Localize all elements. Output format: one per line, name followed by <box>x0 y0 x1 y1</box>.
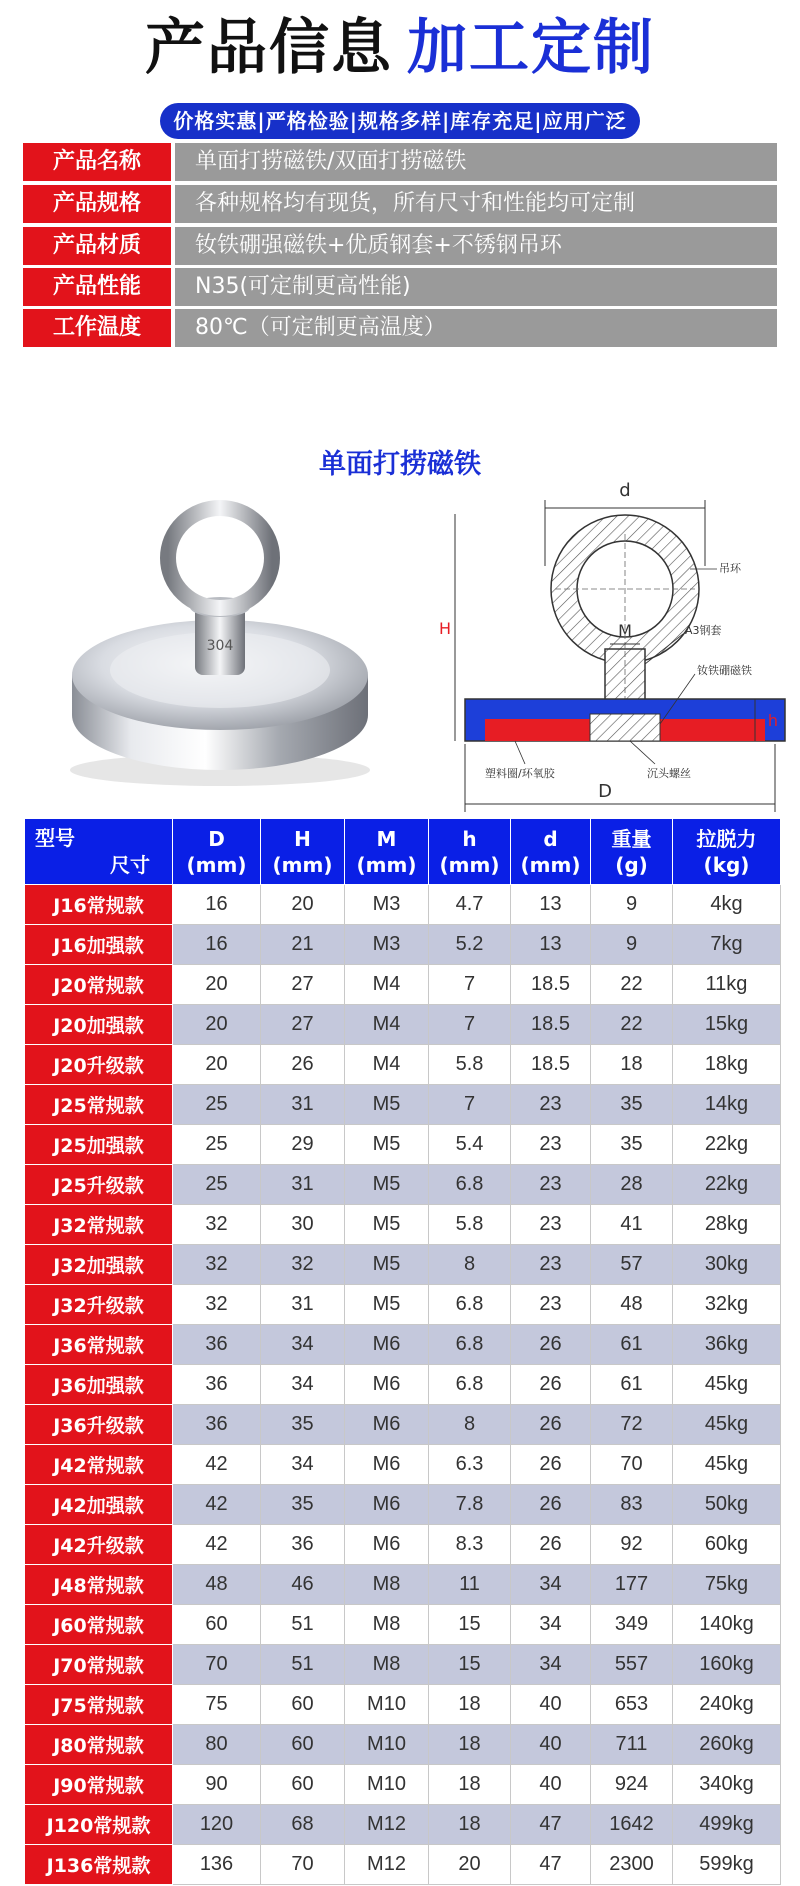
value-cell: 25 <box>173 1165 261 1205</box>
table-row <box>25 1805 781 1845</box>
model-cell: J90常规款 <box>25 1765 173 1805</box>
value-cell: 6.8 <box>429 1325 511 1365</box>
value-cell: 41 <box>591 1205 673 1245</box>
table-row <box>25 1285 781 1325</box>
title-custom: 加工定制 <box>407 13 655 83</box>
value-cell: M6 <box>345 1365 429 1405</box>
info-label: 产品规格 <box>23 185 171 223</box>
value-cell: 20 <box>429 1845 511 1885</box>
column-header-name: d <box>543 826 558 851</box>
value-cell: 136 <box>173 1845 261 1885</box>
callout-steel: A3钢套 <box>685 624 722 637</box>
model-cell: J32加强款 <box>25 1245 173 1285</box>
value-cell: 5.4 <box>429 1125 511 1165</box>
info-row <box>23 185 777 223</box>
value-cell: 5.2 <box>429 925 511 965</box>
value-cell: 34 <box>511 1605 591 1645</box>
table-row <box>25 1125 781 1165</box>
value-cell: M6 <box>345 1525 429 1565</box>
value-cell: 6.8 <box>429 1165 511 1205</box>
value-cell: 8 <box>429 1405 511 1445</box>
value-cell: M4 <box>345 1005 429 1045</box>
value-cell: 26 <box>261 1045 345 1085</box>
column-header-name: 拉脱力 <box>696 826 757 851</box>
value-cell: 28kg <box>673 1205 781 1245</box>
value-cell: 61 <box>591 1325 673 1365</box>
info-label: 产品性能 <box>23 268 171 306</box>
label-d-bottom: D <box>598 781 612 802</box>
value-cell: 48 <box>173 1565 261 1605</box>
table-row <box>25 1205 781 1245</box>
title-product-info: 产品信息 <box>145 13 393 83</box>
value-cell: 26 <box>511 1365 591 1405</box>
value-cell: 499kg <box>673 1805 781 1845</box>
value-cell: 18 <box>429 1725 511 1765</box>
value-cell: 8.3 <box>429 1525 511 1565</box>
model-cell: J36常规款 <box>25 1325 173 1365</box>
value-cell: 48 <box>591 1285 673 1325</box>
column-header-name: H <box>294 826 311 851</box>
column-header <box>511 819 591 885</box>
value-cell: 18.5 <box>511 965 591 1005</box>
table-row <box>25 1245 781 1285</box>
value-cell: 36kg <box>673 1325 781 1365</box>
value-cell: M8 <box>345 1605 429 1645</box>
table-row <box>25 965 781 1005</box>
value-cell: 924 <box>591 1765 673 1805</box>
value-cell: 9 <box>591 885 673 925</box>
value-cell: 22 <box>591 1005 673 1045</box>
info-label: 产品名称 <box>23 143 171 181</box>
model-cell: J80常规款 <box>25 1725 173 1765</box>
column-header <box>591 819 673 885</box>
stamp-text: 304 <box>206 638 234 654</box>
column-header-unit: (mm) <box>356 852 417 877</box>
model-cell: J32常规款 <box>25 1205 173 1245</box>
value-cell: 18 <box>591 1045 673 1085</box>
value-cell: M5 <box>345 1285 429 1325</box>
value-cell: 18.5 <box>511 1045 591 1085</box>
info-label: 工作温度 <box>23 309 171 347</box>
value-cell: 26 <box>511 1525 591 1565</box>
column-header <box>673 819 781 885</box>
value-cell: 20 <box>173 1005 261 1045</box>
value-cell: M8 <box>345 1645 429 1685</box>
value-cell: M6 <box>345 1405 429 1445</box>
info-row <box>23 227 777 265</box>
table-row <box>25 1405 781 1445</box>
value-cell: 21 <box>261 925 345 965</box>
value-cell: 75 <box>173 1685 261 1725</box>
table-row <box>25 925 781 965</box>
value-cell: 40 <box>511 1765 591 1805</box>
value-cell: 4kg <box>673 885 781 925</box>
table-row <box>25 1765 781 1805</box>
value-cell: 22kg <box>673 1125 781 1165</box>
column-header-unit: (kg) <box>703 852 750 877</box>
model-cell: J16加强款 <box>25 925 173 965</box>
table-row <box>25 1845 781 1885</box>
model-cell: J25常规款 <box>25 1085 173 1125</box>
value-cell: M4 <box>345 1045 429 1085</box>
model-cell: J42加强款 <box>25 1485 173 1525</box>
value-cell: 36 <box>261 1525 345 1565</box>
value-cell: 51 <box>261 1605 345 1645</box>
value-cell: 60 <box>261 1685 345 1725</box>
value-cell: 27 <box>261 1005 345 1045</box>
value-cell: 26 <box>511 1445 591 1485</box>
value-cell: 34 <box>261 1445 345 1485</box>
value-cell: 60 <box>261 1725 345 1765</box>
model-cell: J20常规款 <box>25 965 173 1005</box>
table-header-row <box>25 819 781 885</box>
column-header-name: D <box>208 826 225 851</box>
value-cell: 18 <box>429 1805 511 1845</box>
value-cell: 120 <box>173 1805 261 1845</box>
page-title <box>0 12 800 84</box>
table-row <box>25 1045 781 1085</box>
column-header-unit: (mm) <box>272 852 333 877</box>
value-cell: 32 <box>173 1205 261 1245</box>
value-cell: 6.8 <box>429 1285 511 1325</box>
value-cell: M3 <box>345 885 429 925</box>
value-cell: 92 <box>591 1525 673 1565</box>
value-cell: M5 <box>345 1205 429 1245</box>
dimension-diagram <box>438 474 785 814</box>
spec-table <box>24 818 781 1885</box>
value-cell: 50kg <box>673 1485 781 1525</box>
model-cell: J136常规款 <box>25 1845 173 1885</box>
value-cell: 32 <box>173 1285 261 1325</box>
value-cell: 42 <box>173 1525 261 1565</box>
value-cell: 7.8 <box>429 1485 511 1525</box>
table-row <box>25 1365 781 1405</box>
value-cell: 36 <box>173 1365 261 1405</box>
value-cell: 70 <box>173 1645 261 1685</box>
value-cell: 35 <box>591 1125 673 1165</box>
value-cell: 26 <box>511 1485 591 1525</box>
value-cell: 557 <box>591 1645 673 1685</box>
value-cell: 30 <box>261 1205 345 1245</box>
corner-size-label: 尺寸 <box>110 853 150 877</box>
info-row <box>23 309 777 347</box>
value-cell: M10 <box>345 1685 429 1725</box>
value-cell: M5 <box>345 1165 429 1205</box>
value-cell: 20 <box>261 885 345 925</box>
model-cell: J20加强款 <box>25 1005 173 1045</box>
table-row <box>25 1605 781 1645</box>
value-cell: 16 <box>173 925 261 965</box>
value-cell: M10 <box>345 1725 429 1765</box>
value-cell: 6.3 <box>429 1445 511 1485</box>
value-cell: 7 <box>429 965 511 1005</box>
value-cell: 60 <box>173 1605 261 1645</box>
value-cell: 25 <box>173 1085 261 1125</box>
model-cell: J42常规款 <box>25 1445 173 1485</box>
value-cell: 40 <box>511 1685 591 1725</box>
value-cell: M6 <box>345 1445 429 1485</box>
value-cell: M5 <box>345 1245 429 1285</box>
column-header <box>173 819 261 885</box>
table-row <box>25 1325 781 1365</box>
value-cell: 160kg <box>673 1645 781 1685</box>
info-value: 钕铁硼强磁铁+优质钢套+不锈钢吊环 <box>175 227 777 265</box>
model-cell: J70常规款 <box>25 1645 173 1685</box>
value-cell: 6.8 <box>429 1365 511 1405</box>
model-cell: J42升级款 <box>25 1525 173 1565</box>
table-row <box>25 1685 781 1725</box>
value-cell: 4.7 <box>429 885 511 925</box>
value-cell: 46 <box>261 1565 345 1605</box>
value-cell: 15 <box>429 1645 511 1685</box>
value-cell: 34 <box>511 1645 591 1685</box>
table-row <box>25 885 781 925</box>
value-cell: 20 <box>173 965 261 1005</box>
value-cell: 60 <box>261 1765 345 1805</box>
value-cell: M3 <box>345 925 429 965</box>
value-cell: 34 <box>511 1565 591 1605</box>
value-cell: 35 <box>591 1085 673 1125</box>
value-cell: M5 <box>345 1085 429 1125</box>
model-cell: J25升级款 <box>25 1165 173 1205</box>
value-cell: 27 <box>261 965 345 1005</box>
model-cell: J60常规款 <box>25 1605 173 1645</box>
value-cell: 23 <box>511 1285 591 1325</box>
corner-model-label: 型号 <box>35 826 75 850</box>
value-cell: 70 <box>261 1845 345 1885</box>
table-body <box>25 885 781 1885</box>
value-cell: 5.8 <box>429 1205 511 1245</box>
model-cell: J16常规款 <box>25 885 173 925</box>
info-value: 单面打捞磁铁/双面打捞磁铁 <box>175 143 777 181</box>
value-cell: 29 <box>261 1125 345 1165</box>
value-cell: 90 <box>173 1765 261 1805</box>
value-cell: 34 <box>261 1365 345 1405</box>
value-cell: M5 <box>345 1125 429 1165</box>
callout-plastic: 塑料圈/环氧胶 <box>485 767 555 780</box>
value-cell: 340kg <box>673 1765 781 1805</box>
value-cell: 45kg <box>673 1365 781 1405</box>
value-cell: 13 <box>511 885 591 925</box>
column-header-name: h <box>462 826 477 851</box>
column-header <box>429 819 511 885</box>
column-header-unit: (mm) <box>439 852 500 877</box>
value-cell: 35 <box>261 1485 345 1525</box>
value-cell: 36 <box>173 1405 261 1445</box>
value-cell: 45kg <box>673 1445 781 1485</box>
table-row <box>25 1005 781 1045</box>
value-cell: 7 <box>429 1085 511 1125</box>
value-cell: 30kg <box>673 1245 781 1285</box>
value-cell: 8 <box>429 1245 511 1285</box>
value-cell: 23 <box>511 1205 591 1245</box>
value-cell: 32 <box>173 1245 261 1285</box>
value-cell: 61 <box>591 1365 673 1405</box>
value-cell: 11kg <box>673 965 781 1005</box>
value-cell: 80 <box>173 1725 261 1765</box>
table-row <box>25 1165 781 1205</box>
column-header-unit: (mm) <box>520 852 581 877</box>
value-cell: 35 <box>261 1405 345 1445</box>
value-cell: 20 <box>173 1045 261 1085</box>
value-cell: 18 <box>429 1685 511 1725</box>
value-cell: 23 <box>511 1245 591 1285</box>
value-cell: M12 <box>345 1845 429 1885</box>
value-cell: 42 <box>173 1485 261 1525</box>
column-header-unit: (g) <box>615 852 648 877</box>
table-row <box>25 1485 781 1525</box>
value-cell: 72 <box>591 1405 673 1445</box>
header-corner <box>25 819 173 885</box>
value-cell: 68 <box>261 1805 345 1845</box>
value-cell: 31 <box>261 1285 345 1325</box>
value-cell: 40 <box>511 1725 591 1765</box>
value-cell: 9 <box>591 925 673 965</box>
value-cell: 13 <box>511 925 591 965</box>
feature-banner: 价格实惠|严格检验|规格多样|库存充足|应用广泛 <box>160 103 640 139</box>
value-cell: 25 <box>173 1125 261 1165</box>
value-cell: 349 <box>591 1605 673 1645</box>
product-photo <box>60 500 380 790</box>
callout-ring: 吊环 <box>719 562 741 575</box>
value-cell: 7kg <box>673 925 781 965</box>
value-cell: M10 <box>345 1765 429 1805</box>
callout-screw: 沉头螺丝 <box>647 767 691 780</box>
model-cell: J20升级款 <box>25 1045 173 1085</box>
value-cell: 83 <box>591 1485 673 1525</box>
value-cell: 34 <box>261 1325 345 1365</box>
value-cell: 18 <box>429 1765 511 1805</box>
value-cell: 18kg <box>673 1045 781 1085</box>
value-cell: 1642 <box>591 1805 673 1845</box>
value-cell: 31 <box>261 1085 345 1125</box>
value-cell: 47 <box>511 1845 591 1885</box>
value-cell: 51 <box>261 1645 345 1685</box>
value-cell: 240kg <box>673 1685 781 1725</box>
value-cell: 18.5 <box>511 1005 591 1045</box>
column-header-name: 重量 <box>611 826 652 851</box>
model-cell: J36升级款 <box>25 1405 173 1445</box>
label-h-upper: H <box>438 619 452 638</box>
value-cell: 5.8 <box>429 1045 511 1085</box>
value-cell: 14kg <box>673 1085 781 1125</box>
value-cell: 45kg <box>673 1405 781 1445</box>
value-cell: 26 <box>511 1405 591 1445</box>
value-cell: M8 <box>345 1565 429 1605</box>
callout-magnet: 钕铁硼磁铁 <box>697 664 752 677</box>
value-cell: 15 <box>429 1605 511 1645</box>
value-cell: 2300 <box>591 1845 673 1885</box>
value-cell: 22 <box>591 965 673 1005</box>
value-cell: 653 <box>591 1685 673 1725</box>
model-cell: J48常规款 <box>25 1565 173 1605</box>
table-row <box>25 1645 781 1685</box>
value-cell: M6 <box>345 1325 429 1365</box>
value-cell: 26 <box>511 1325 591 1365</box>
column-header-unit: (mm) <box>186 852 247 877</box>
value-cell: M6 <box>345 1485 429 1525</box>
model-cell: J25加强款 <box>25 1125 173 1165</box>
table-row <box>25 1725 781 1765</box>
value-cell: M4 <box>345 965 429 1005</box>
info-row <box>23 143 777 181</box>
info-value: 80℃（可定制更高温度） <box>175 309 777 347</box>
value-cell: 599kg <box>673 1845 781 1885</box>
table-row <box>25 1085 781 1125</box>
value-cell: 28 <box>591 1165 673 1205</box>
value-cell: 42 <box>173 1445 261 1485</box>
table-row <box>25 1525 781 1565</box>
value-cell: 60kg <box>673 1525 781 1565</box>
label-h-lower: h <box>767 711 779 730</box>
table-row <box>25 1445 781 1485</box>
value-cell: 36 <box>173 1325 261 1365</box>
value-cell: 7 <box>429 1005 511 1045</box>
value-cell: 23 <box>511 1085 591 1125</box>
value-cell: 140kg <box>673 1605 781 1645</box>
value-cell: 57 <box>591 1245 673 1285</box>
value-cell: 22kg <box>673 1165 781 1205</box>
value-cell: 16 <box>173 885 261 925</box>
value-cell: 23 <box>511 1125 591 1165</box>
label-d-top: d <box>619 480 631 501</box>
value-cell: 260kg <box>673 1725 781 1765</box>
value-cell: 70 <box>591 1445 673 1485</box>
model-cell: J75常规款 <box>25 1685 173 1725</box>
label-m: M <box>618 621 632 640</box>
value-cell: 15kg <box>673 1005 781 1045</box>
value-cell: 47 <box>511 1805 591 1845</box>
value-cell: 711 <box>591 1725 673 1765</box>
value-cell: 11 <box>429 1565 511 1605</box>
model-cell: J32升级款 <box>25 1285 173 1325</box>
model-cell: J36加强款 <box>25 1365 173 1405</box>
column-header <box>261 819 345 885</box>
column-header <box>345 819 429 885</box>
info-row <box>23 268 777 306</box>
value-cell: 32 <box>261 1245 345 1285</box>
value-cell: M12 <box>345 1805 429 1845</box>
section-title: 单面打捞磁铁 <box>319 449 481 480</box>
value-cell: 32kg <box>673 1285 781 1325</box>
column-header-name: M <box>376 826 397 851</box>
value-cell: 75kg <box>673 1565 781 1605</box>
info-value: 各种规格均有现货，所有尺寸和性能均可定制 <box>175 185 777 223</box>
info-label: 产品材质 <box>23 227 171 265</box>
value-cell: 23 <box>511 1165 591 1205</box>
info-value: N35(可定制更高性能) <box>175 268 777 306</box>
model-cell: J120常规款 <box>25 1805 173 1845</box>
value-cell: 31 <box>261 1165 345 1205</box>
value-cell: 177 <box>591 1565 673 1605</box>
table-row <box>25 1565 781 1605</box>
